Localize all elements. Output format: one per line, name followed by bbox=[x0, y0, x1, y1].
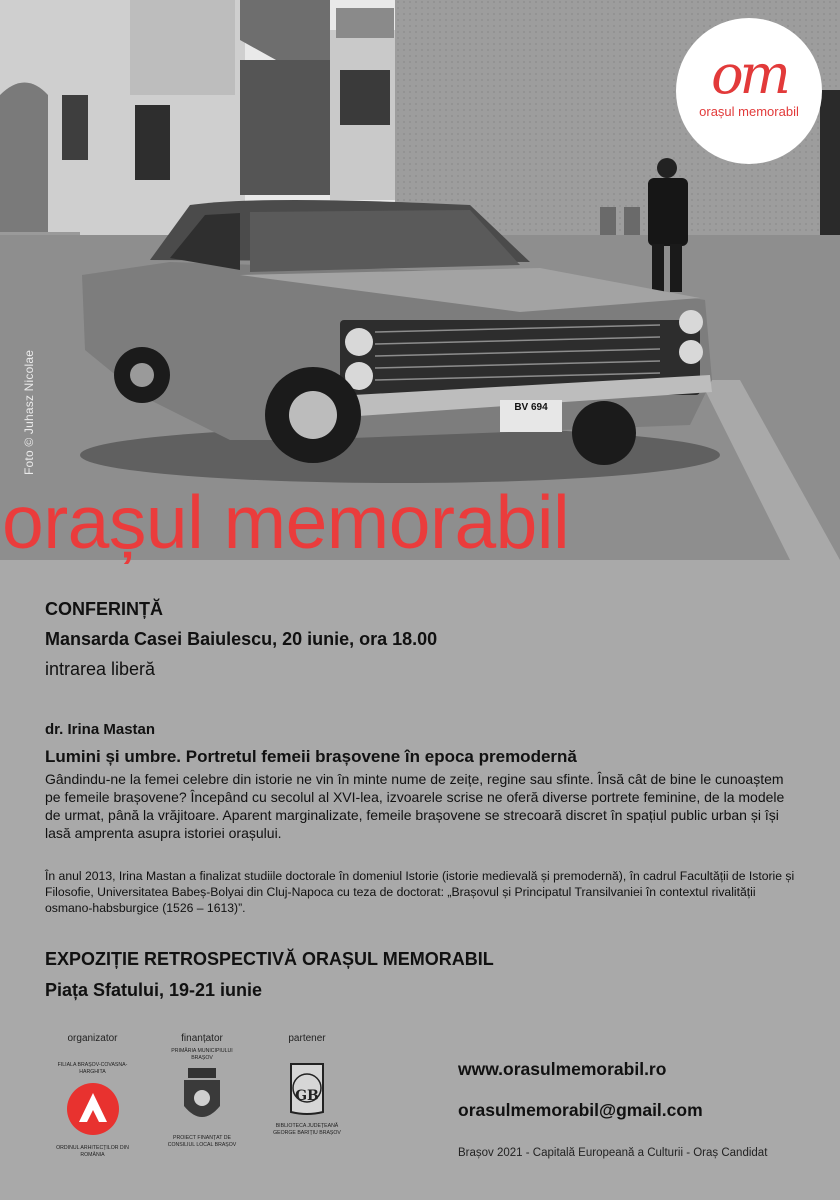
talk-title: Lumini și umbre. Portretul femeii brașovene în epoca premodernă bbox=[45, 747, 577, 766]
exhibition-place: Piața Sfatului, 19-21 iunie bbox=[45, 980, 263, 1000]
funder-bottom: PROIECT FINANȚAT DE CONSILIUL LOCAL BRAȘOV bbox=[167, 1135, 237, 1148]
speaker-section bbox=[45, 720, 795, 842]
poster-title: orașul memorabil bbox=[2, 480, 570, 564]
oar-logo-icon bbox=[66, 1082, 120, 1136]
logo-mark: om bbox=[711, 43, 787, 106]
partner-role: partener bbox=[288, 1033, 326, 1044]
library-logo-mark: GB bbox=[295, 1088, 319, 1104]
organizer-role: organizator bbox=[67, 1033, 118, 1044]
conference-section bbox=[45, 598, 437, 680]
logo-text: orașul memorabil bbox=[699, 104, 799, 119]
organizer-bottom: ORDINUL ARHITECȚILOR DIN ROMÂNIA bbox=[56, 1145, 129, 1158]
funder-block bbox=[162, 1033, 242, 1149]
website-link[interactable]: www.orasulmemorabil.ro bbox=[458, 1059, 667, 1079]
funder-top: PRIMĂRIA MUNICIPIULUI BRAȘOV bbox=[171, 1048, 233, 1061]
conference-entry: intrarea liberă bbox=[45, 659, 156, 679]
exhibition-label: EXPOZIȚIE RETROSPECTIVĂ ORAȘUL MEMORABIL bbox=[45, 949, 494, 969]
talk-abstract: Gândindu-ne la femei celebre din istorie ne vin în minte nume de zeițe, regine sau sfinte. Însă cât de bine le cunoaștem pe femeile brașovene? Începând cu secolul al XVI-lea, izvoarele scrise ne oferă diverse portrete feminine, de la modele de urmat, până la vrăjitoare. Aparent marginalizate, femeile brașovene se strecoară discret în spațiul public urban și își lasă amprenta asupra istoriei orașului. bbox=[45, 771, 785, 841]
partner-block bbox=[272, 1033, 342, 1137]
photo-credit: Foto © Juhasz Nicolae bbox=[22, 349, 36, 475]
brasov-coat-of-arms-icon bbox=[180, 1066, 224, 1128]
partner-bottom: BIBLIOTECA JUDEȚEANĂ GEORGE BARIȚIU BRAȘOV bbox=[273, 1123, 341, 1136]
speaker-name: dr. Irina Mastan bbox=[45, 721, 156, 738]
speaker-bio bbox=[45, 868, 800, 916]
speaker-bio-text: În anul 2013, Irina Mastan a finalizat studiile doctorale în domeniul Istorie (istorie medievală și premodernă), în cadrul Facultății de Istorie și Filosofie, Universitatea Babeș-Bolyai din Cluj-Napoca cu teza de doctorat: „Brașovul și Principatul Transilvaniei în contextul rivalității osmano-habsburgice (1526 – 1613)”. bbox=[45, 869, 795, 915]
conference-venue: Mansarda Casei Baiulescu, 20 iunie, ora 18.00 bbox=[45, 629, 438, 649]
email-link[interactable]: orasulmemorabil@gmail.com bbox=[458, 1100, 703, 1120]
license-plate: BV 694 bbox=[514, 402, 548, 413]
funder-role: finanțator bbox=[181, 1033, 223, 1044]
orasul-memorabil-logo bbox=[676, 18, 822, 164]
organizer-top: FILIALA BRAȘOV-COVASNA-HARGHITA bbox=[57, 1062, 128, 1075]
organizer-block bbox=[55, 1033, 130, 1159]
candidate-tagline: Brașov 2021 - Capitală Europeană a Culturii - Oraș Candidat bbox=[458, 1147, 768, 1159]
conference-label: CONFERINȚĂ bbox=[45, 599, 163, 619]
exhibition-section bbox=[45, 948, 494, 1001]
